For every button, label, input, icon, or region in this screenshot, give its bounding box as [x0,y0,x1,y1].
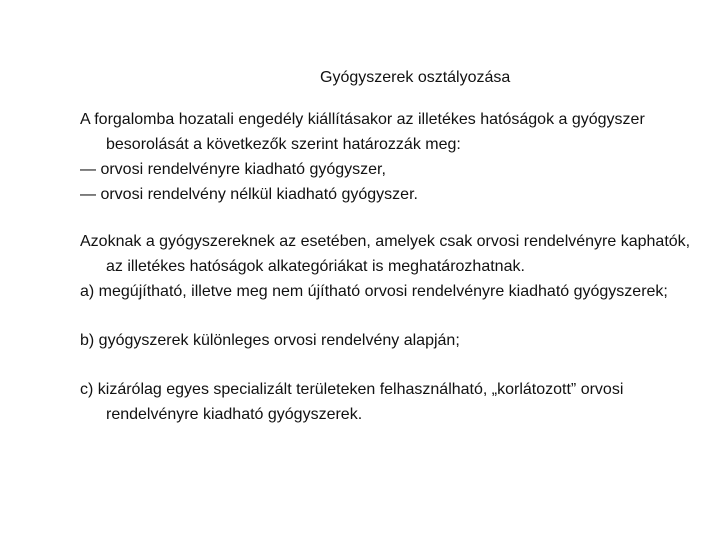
subcategory-item-c: c) kizárólag egyes specializált területeken felhasználható, „korlátozott” orvosi rendelvényre kiadható gyógyszerek. [80,381,624,423]
document-body [80,107,710,427]
classification-item-no-prescription: — orvosi rendelvény nélkül kiadható gyógyszer. [80,186,418,203]
paragraph-spacer [80,207,710,229]
subcategory-item-b: b) gyógyszerek különleges orvosi rendelvény alapján; [80,332,460,349]
intro-paragraph: A forgalomba hozatali engedély kiállításakor az illetékes hatóságok a gyógyszer besorolását a következők szerint határozzák meg: [80,111,645,153]
page-title: Gyógyszerek osztályozása [320,69,511,86]
paragraph-spacer [80,353,710,377]
paragraph-spacer [80,304,710,328]
subcategory-item-a: a) megújítható, illetve meg nem újítható orvosi rendelvényre kiadható gyógyszerek; [80,283,668,300]
classification-item-prescription: — orvosi rendelvényre kiadható gyógyszer, [80,161,386,178]
subcategory-paragraph: Azoknak a gyógyszereknek az esetében, amelyek csak orvosi rendelvényre kaphatók, az illetékes hatóságok alkategóriákat is meghatározhatnak. [80,233,691,275]
